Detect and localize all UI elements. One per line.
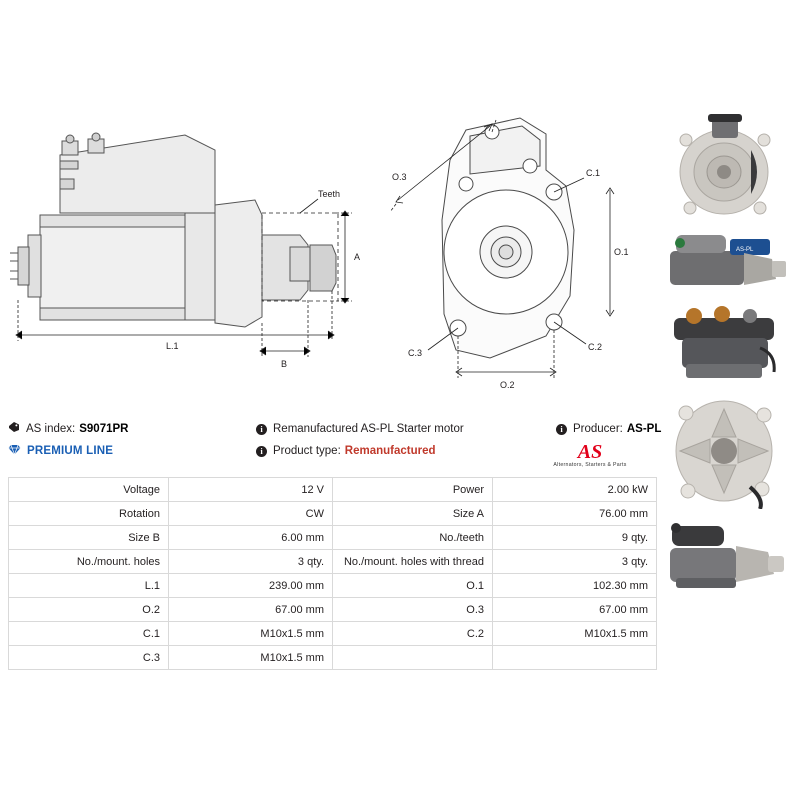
info-icon: i [256, 446, 267, 457]
table-row [9, 574, 657, 598]
label-o1: O.1 [614, 247, 629, 257]
info-row-1 [8, 418, 792, 440]
label-o3: O.3 [392, 172, 407, 182]
tag-icon [8, 420, 20, 438]
diamond-icon [8, 442, 21, 460]
svg-text:AS-PL: AS-PL [736, 247, 754, 253]
spec-key: C.2 [333, 622, 493, 646]
label-o2: O.2 [500, 380, 515, 390]
spec-value: 3 qty. [169, 550, 333, 574]
spec-value: M10x1.5 mm [493, 622, 657, 646]
spec-key: C.3 [9, 646, 169, 670]
product-info-header [0, 418, 800, 462]
premium-line-badge [8, 442, 256, 460]
description-cell [256, 423, 556, 435]
spec-key: No./mount. holes with thread [333, 550, 493, 574]
spec-key: Power [333, 478, 493, 502]
spec-value: 2.00 kW [493, 478, 657, 502]
starter-photo-front[interactable] [656, 110, 792, 222]
brand-logo [530, 443, 650, 468]
spec-value: 12 V [169, 478, 333, 502]
producer-label: Producer: [573, 423, 623, 435]
table-row [9, 550, 657, 574]
table-row [9, 598, 657, 622]
spec-value: M10x1.5 mm [169, 622, 333, 646]
spec-key: L.1 [9, 574, 169, 598]
spec-value: 9 qty. [493, 526, 657, 550]
spec-value: 67.00 mm [493, 598, 657, 622]
spec-value: 67.00 mm [169, 598, 333, 622]
spec-key: Rotation [9, 502, 169, 526]
table-row [9, 502, 657, 526]
product-type-label: Product type: [273, 445, 341, 457]
label-a: A [354, 252, 361, 262]
table-row [9, 622, 657, 646]
product-photo-gallery [656, 110, 796, 605]
spec-value: 3 qty. [493, 550, 657, 574]
starter-front-view-drawing [370, 100, 670, 400]
description-label: Remanufactured AS-PL Starter motor [273, 423, 464, 435]
product-type-value: Remanufactured [344, 445, 436, 457]
label-l1: L.1 [166, 341, 179, 351]
spec-key: No./mount. holes [9, 550, 169, 574]
starter-photo-solenoid[interactable] [656, 304, 792, 384]
table-row [9, 526, 657, 550]
starter-side-view-drawing [0, 95, 380, 395]
spec-value: 6.00 mm [169, 526, 333, 550]
label-b: B [281, 359, 288, 369]
brand-mark: AS [577, 441, 603, 463]
table-row [9, 478, 657, 502]
label-c3: C.3 [408, 348, 423, 358]
label-teeth: Teeth [318, 189, 341, 199]
premium-line-label: PREMIUM LINE [27, 445, 114, 457]
spec-value-empty [493, 646, 657, 670]
starter-photo-side[interactable] [656, 229, 792, 297]
spec-key: O.1 [333, 574, 493, 598]
spec-key: Size B [9, 526, 169, 550]
spec-key: O.3 [333, 598, 493, 622]
producer-value: AS-PL [626, 423, 662, 435]
spec-value: 76.00 mm [493, 502, 657, 526]
as-index-value: S9071PR [79, 423, 129, 435]
spec-key: Size A [333, 502, 493, 526]
specifications-table [8, 477, 657, 670]
starter-photo-full-side[interactable] [656, 516, 792, 598]
spec-key: O.2 [9, 598, 169, 622]
as-index-label: AS index: [26, 423, 76, 435]
spec-value: 102.30 mm [493, 574, 657, 598]
info-icon: i [256, 424, 267, 435]
brand-tagline: Alternators, Starters & Parts [553, 462, 627, 468]
spec-value: M10x1.5 mm [169, 646, 333, 670]
label-c2: C.2 [588, 342, 603, 352]
producer-cell [556, 423, 792, 435]
info-icon: i [556, 424, 567, 435]
spec-key: No./teeth [333, 526, 493, 550]
spec-key: Voltage [9, 478, 169, 502]
product-type-cell [256, 445, 556, 457]
spec-value: CW [169, 502, 333, 526]
spec-key: C.1 [9, 622, 169, 646]
label-c1: C.1 [586, 168, 601, 178]
spec-value: 239.00 mm [169, 574, 333, 598]
info-row-2 [8, 440, 792, 462]
spec-key-empty [333, 646, 493, 670]
table-row [9, 646, 657, 670]
as-index-cell [8, 420, 256, 438]
